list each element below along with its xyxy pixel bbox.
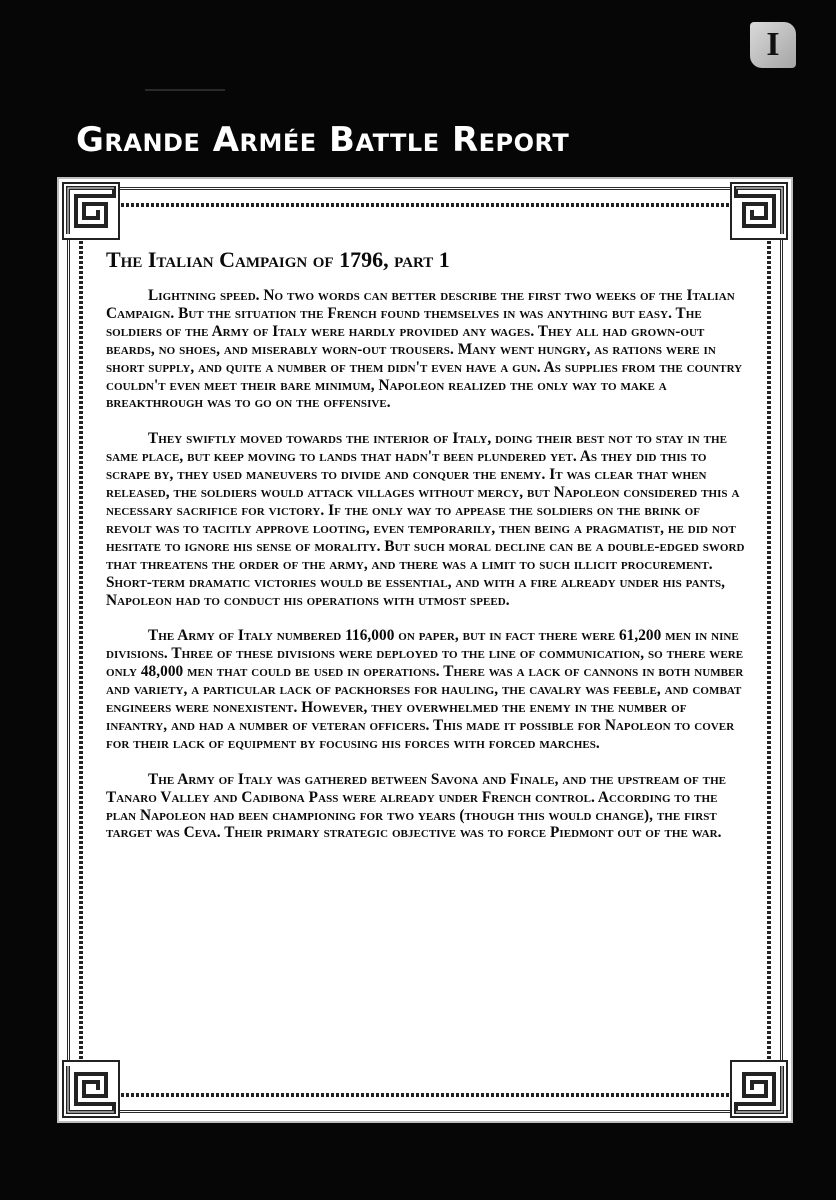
greek-key-corner-icon: [730, 1060, 788, 1118]
article-body: [106, 287, 748, 860]
chapter-marker: [750, 22, 796, 68]
report-title: Grande Armée Battle Report: [76, 120, 570, 160]
article-paragraph: The Army of Italy was gathered between Savona and Finale, and the upstream of the Tanaro Valley and Cadibona Pass were already under French control. According to the plan Napoleon had been championing for two years (though this would change), the first target was Ceva. Their primary strategic objective was to force Piedmont out of the war.: [106, 770, 727, 842]
article-paragraph: Lightning speed. No two words can better describe the first two weeks of the Italian Campaign. But the situation the French found themselves in was anything but easy. The soldiers of the Army of Italy were hardly provided any wages. They all had grown-out beards, no shoes, and miserably worn-out trousers. Many went hungry, as rations were in short supply, and quite a number of them didn't even have a gun. As supplies from the country couldn't even meet their bare minimum, Napoleon realized the only way to make a breakthrough was to go on the offensive.: [106, 287, 743, 412]
decorative-line: [145, 89, 225, 91]
article-heading: The Italian Campaign of 1796, part 1: [106, 247, 450, 272]
article-panel: [57, 177, 793, 1123]
article-paragraph: The Army of Italy numbered 116,000 on paper, but in fact there were 61,200 men in nine divisions. Three of these divisions were deployed to the line of communication, so there were only 48,000 men that could be used in operations. There was a lack of cannons in both number and variety, a particular lack of packhorses for hauling, the cavalry was feeble, and combat engineers were nonexistent. However, they overwhelmed the enemy in the number of infantry, and had a number of veteran officers. This made it possible for Napoleon to cover for their lack of equipment by focusing his forces with forced marches.: [106, 627, 744, 752]
greek-key-corner-icon: [62, 1060, 120, 1118]
greek-key-corner-icon: [730, 182, 788, 240]
frame-rule-top: [121, 203, 729, 207]
frame-rule-right: [767, 241, 771, 1059]
frame-rule-bottom: [121, 1093, 729, 1097]
greek-key-corner-icon: [62, 182, 120, 240]
article-paragraph: They swiftly moved towards the interior of Italy, doing their best not to stay in the same place, but keep moving to lands that hadn't been plundered yet. As they did this to scrape by, they used maneuvers to divide and conquer the enemy. It was clear that when released, the soldiers would attack villages without mercy, but Napoleon considered this a necessary sacrifice for victory. If the only way to appease the soldiers on the brink of revolt was to tacitly approve looting, even temporarily, then being a pragmatist, he did not hesitate to ignore his sense of morality. But such moral decline can be a double-edged sword that threatens the order of the army, and there was a limit to such illicit procurement. Short-term dramatic victories would be essential, and with a fire already under his pants, Napoleon had to conduct his operations with utmost speed.: [106, 430, 745, 609]
chapter-marker-label: I: [766, 26, 780, 63]
frame-rule-left: [79, 241, 83, 1059]
